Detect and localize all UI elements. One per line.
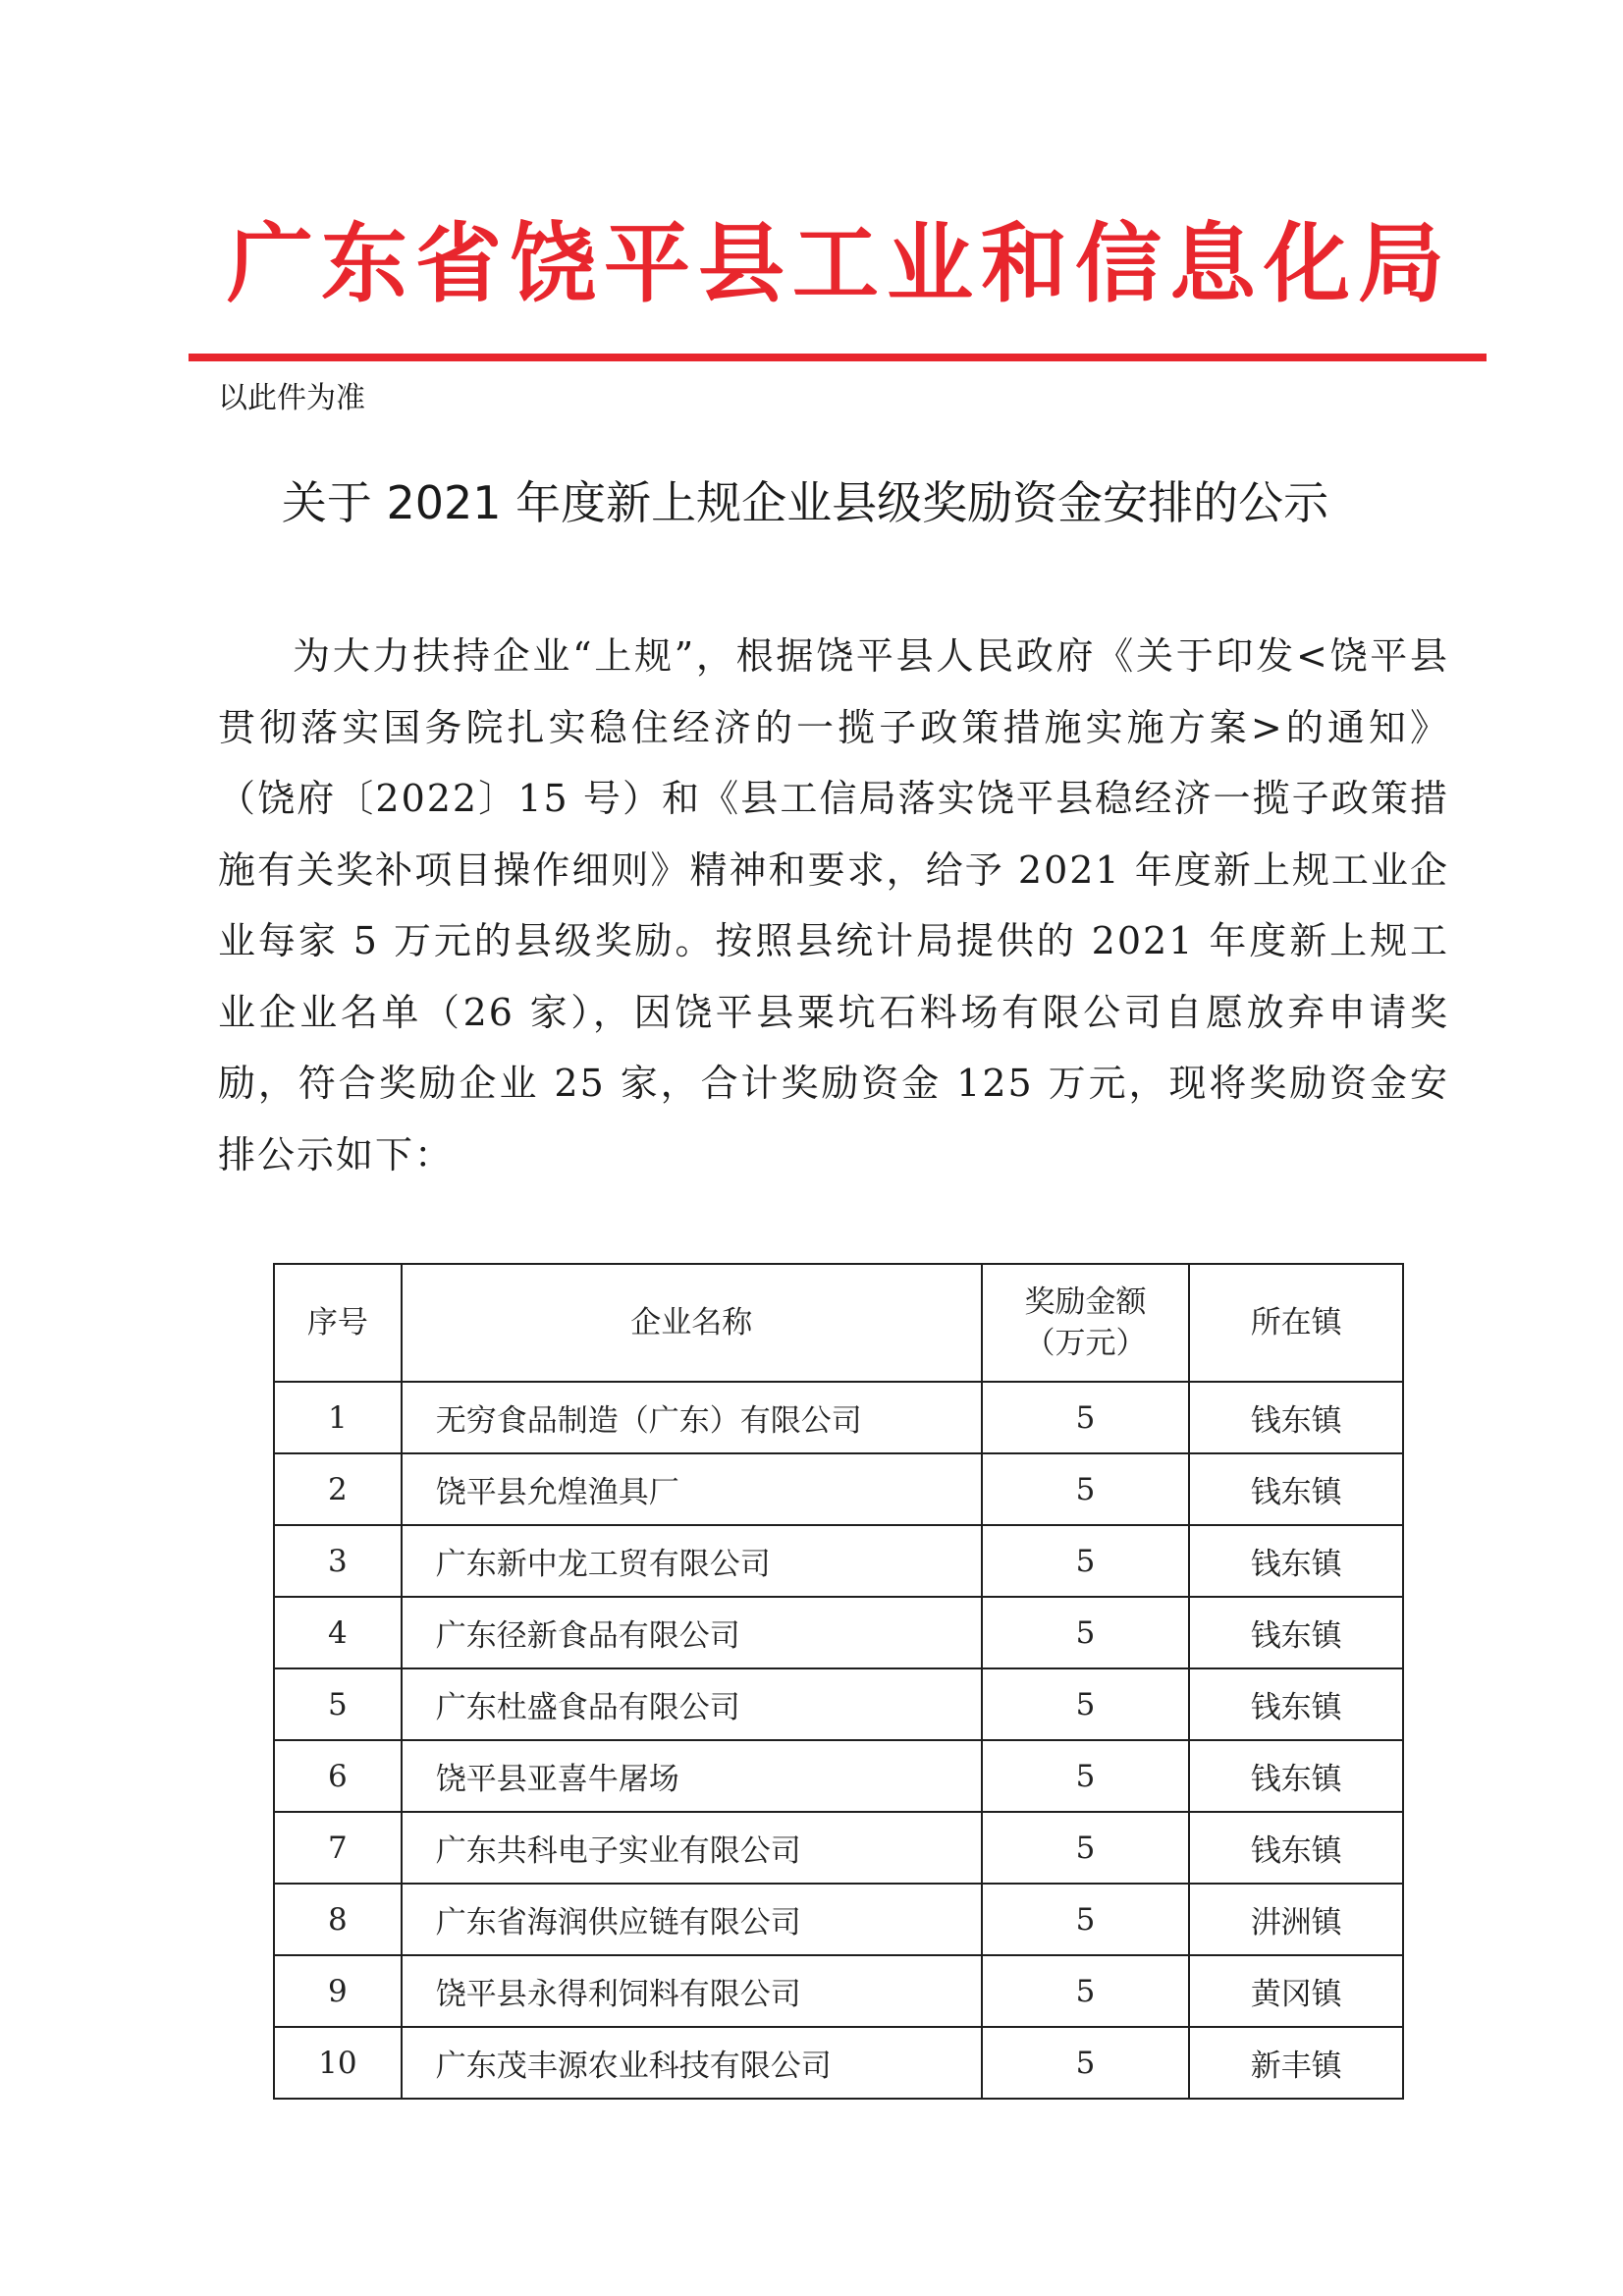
table-row [274, 2027, 1403, 2099]
header-award-amount [982, 1264, 1190, 1382]
cell-company-name: 无穷食品制造（广东）有限公司 [402, 1382, 982, 1453]
cell-company-name: 广东新中龙工贸有限公司 [402, 1525, 982, 1597]
cell-town: 钱东镇 [1189, 1525, 1403, 1597]
cell-serial-number: 3 [274, 1525, 402, 1597]
cell-company-name: 广东省海润供应链有限公司 [402, 1884, 982, 1955]
cell-company-name: 广东茂丰源农业科技有限公司 [402, 2027, 982, 2099]
cell-company-name: 广东共科电子实业有限公司 [402, 1812, 982, 1884]
table-row [274, 1955, 1403, 2027]
cell-serial-number: 8 [274, 1884, 402, 1955]
cell-company-name: 广东杜盛食品有限公司 [402, 1668, 982, 1740]
cell-town: 钱东镇 [1189, 1382, 1403, 1453]
table-row [274, 1740, 1403, 1812]
issuer-masthead: 广东省饶平县工业和信息化局 [226, 212, 1452, 314]
header-award-amount-label: 奖励金额 [1024, 1285, 1147, 1320]
header-award-amount-unit: （万元） [1024, 1326, 1147, 1361]
cell-award-amount: 5 [982, 1597, 1190, 1668]
table-row [274, 1597, 1403, 1668]
cell-award-amount: 5 [982, 1884, 1190, 1955]
cell-town: 钱东镇 [1189, 1740, 1403, 1812]
table-row [274, 1668, 1403, 1740]
cell-town: 钱东镇 [1189, 1668, 1403, 1740]
cell-serial-number: 6 [274, 1740, 402, 1812]
cell-award-amount: 5 [982, 2027, 1190, 2099]
cell-town: 新丰镇 [1189, 2027, 1403, 2099]
cell-award-amount: 5 [982, 1382, 1190, 1453]
cell-company-name: 饶平县允煌渔具厂 [402, 1453, 982, 1525]
cell-serial-number: 5 [274, 1668, 402, 1740]
header-town: 所在镇 [1189, 1264, 1403, 1382]
header-serial-number: 序号 [274, 1264, 402, 1382]
cell-company-name: 广东径新食品有限公司 [402, 1597, 982, 1668]
notice-body-paragraph: 为大力扶持企业“上规”，根据饶平县人民政府《关于印发<饶平县贯彻落实国务院扎实稳住经济的一揽子政策措施实施方案>的通知》（饶府〔2022〕15 号）和《县工信局落实饶平县稳经济一揽子政策措施有关奖补项目操作细则》精神和要求，给予 2021 年度新上规工业企业每家 5 万元的县级奖励。按照县统计局提供的 2021 年度新上规工业企业名单（26 家），因饶平县粟坑石料场有限公司自愿放弃申请奖励，符合奖励企业 25 家，合计奖励资金 125 万元，现将奖励资金安排公示如下： [218, 634, 1449, 1176]
table-row [274, 1453, 1403, 1525]
table-row [274, 1884, 1403, 1955]
cell-award-amount: 5 [982, 1740, 1190, 1812]
table-header-row [274, 1264, 1403, 1382]
cell-award-amount: 5 [982, 1668, 1190, 1740]
cell-award-amount: 5 [982, 1453, 1190, 1525]
cell-company-name: 饶平县亚喜牛屠场 [402, 1740, 982, 1812]
cell-town: 钱东镇 [1189, 1812, 1403, 1884]
award-allocation-table [273, 1263, 1404, 2100]
cell-award-amount: 5 [982, 1812, 1190, 1884]
cell-serial-number: 1 [274, 1382, 402, 1453]
cell-serial-number: 10 [274, 2027, 402, 2099]
table-row [274, 1812, 1403, 1884]
cell-serial-number: 7 [274, 1812, 402, 1884]
cell-town: 钱东镇 [1189, 1597, 1403, 1668]
cell-company-name: 饶平县永得利饲料有限公司 [402, 1955, 982, 2027]
cell-town: 汫洲镇 [1189, 1884, 1403, 1955]
header-company-name: 企业名称 [402, 1264, 982, 1382]
cell-serial-number: 9 [274, 1955, 402, 2027]
cell-serial-number: 4 [274, 1597, 402, 1668]
cell-town: 黄冈镇 [1189, 1955, 1403, 2027]
table-row [274, 1525, 1403, 1597]
cell-serial-number: 2 [274, 1453, 402, 1525]
official-copy-note: 以此件为准 [218, 381, 365, 415]
cell-award-amount: 5 [982, 1525, 1190, 1597]
table-row [274, 1382, 1403, 1453]
document-title: 关于 2021 年度新上规企业县级奖励资金安排的公示 [281, 476, 1329, 529]
red-header-rule [189, 354, 1487, 361]
cell-town: 钱东镇 [1189, 1453, 1403, 1525]
cell-award-amount: 5 [982, 1955, 1190, 2027]
